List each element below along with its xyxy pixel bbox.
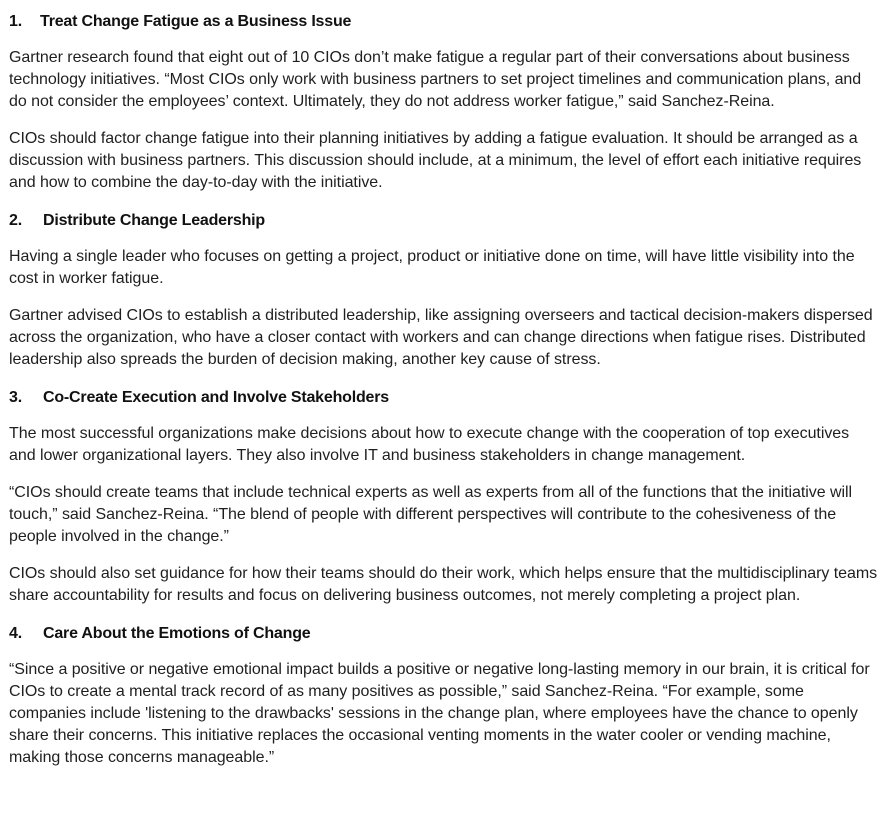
section-number: 3. — [9, 389, 22, 406]
section-number: 1. — [9, 13, 22, 30]
paragraph: CIOs should factor change fatigue into their planning initiatives by adding a fatigue evaluation. It should be arranged as a discussion with business partners. This discussion should include, at a minimum, the level of effort each initiative requires and how to combine the day-to-day with the initiative. — [9, 130, 862, 191]
paragraph: Gartner advised CIOs to establish a distributed leadership, like assigning overseers and tactical decision-makers dispersed across the organization, who have a closer contact with workers and can change directions when fatigue rises. Distributed leadership also spreads the burden of decision making, another key cause of stress. — [9, 307, 873, 368]
paragraph: “CIOs should create teams that include technical experts as well as experts from all of the functions that the initiative will touch,” said Sanchez-Reina. “The blend of people with different perspectives will contribute to the cohesiveness of the people involved in the change.” — [9, 484, 852, 545]
section-heading-2 — [9, 209, 879, 233]
paragraph: “Since a positive or negative emotional impact builds a positive or negative long-lasting memory in our brain, it is critical for CIOs to create a mental track record of as many positives as possible,” said Sanchez-Reina. “For example, some companies include 'listening to the drawbacks' sessions in the change plan, where employees have the chance to openly share their concerns. This initiative replaces the occasional venting moments in the water cooler or vending machine, making those concerns manageable.” — [9, 661, 870, 766]
section-number: 2. — [9, 212, 22, 229]
section-heading-4 — [9, 622, 879, 646]
paragraph: The most successful organizations make decisions about how to execute change with the cooperation of top executives and lower organizational layers. They also involve IT and business stakeholders in change management. — [9, 425, 850, 464]
section-title: Distribute Change Leadership — [43, 212, 265, 229]
section-heading-1 — [9, 10, 879, 34]
paragraph: CIOs should also set guidance for how their teams should do their work, which helps ensure that the multidisciplinary teams share accountability for results and focus on delivering business outcomes, not merely completing a project plan. — [9, 565, 878, 604]
section-number: 4. — [9, 625, 22, 642]
paragraph: Having a single leader who focuses on getting a project, product or initiative done on time, will have little visibility into the cost in worker fatigue. — [9, 248, 855, 287]
section-title: Co-Create Execution and Involve Stakeholders — [43, 389, 389, 406]
section-title: Care About the Emotions of Change — [43, 625, 311, 642]
section-heading-3 — [9, 386, 879, 410]
paragraph: Gartner research found that eight out of 10 CIOs don’t make fatigue a regular part of their conversations about business technology initiatives. “Most CIOs only work with business partners to set project timelines and communication plans, and do not consider the employees’ context. Ultimately, they do not address worker fatigue,” said Sanchez-Reina. — [9, 49, 862, 110]
section-title: Treat Change Fatigue as a Business Issue — [40, 13, 352, 30]
